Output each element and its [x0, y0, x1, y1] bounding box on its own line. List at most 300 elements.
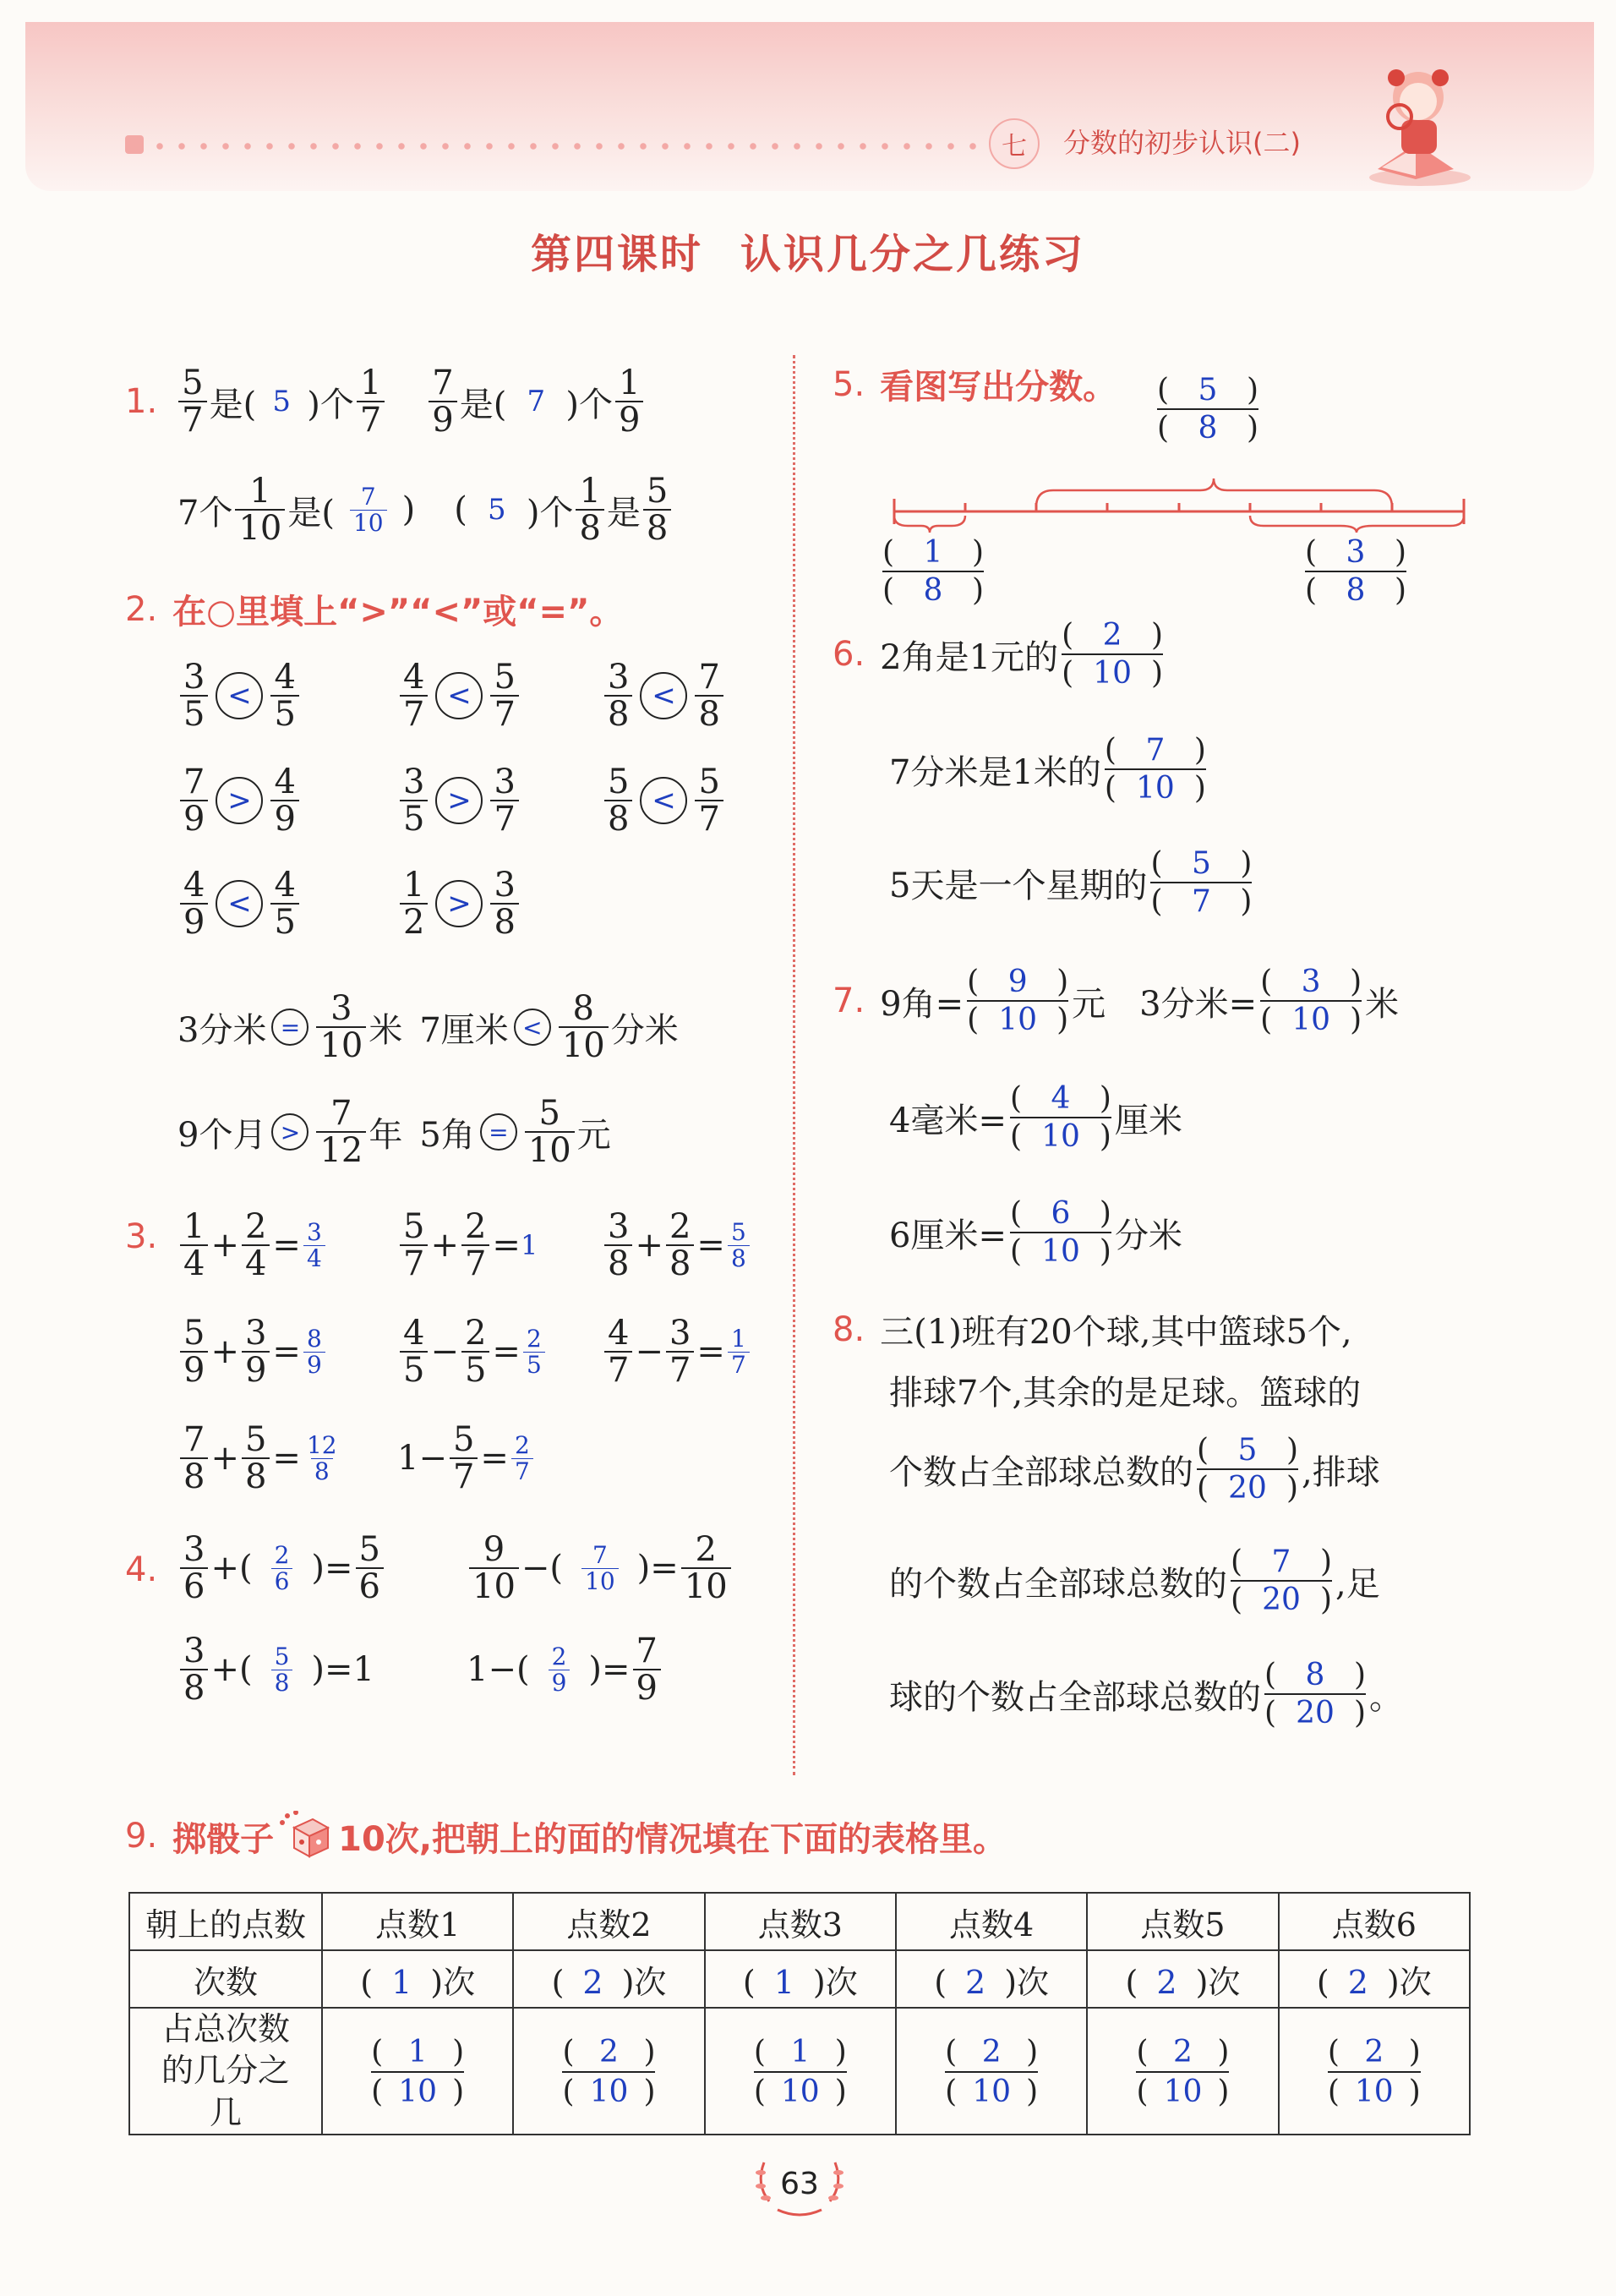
column-header: 点数4	[896, 1893, 1087, 1950]
operator: =	[492, 1332, 521, 1371]
bracket-fraction: ( 4 ) ( 10 )	[1009, 1081, 1111, 1155]
fraction: $\frac{4}{7}$	[400, 659, 428, 732]
q9-title-start: 掷骰子	[172, 1819, 275, 1859]
operator: =	[480, 1439, 509, 1478]
bracket-fraction: ( 3 ) ( 10 )	[1260, 965, 1362, 1038]
lesson-name: 认识几分之几练习	[740, 231, 1086, 278]
fraction: $\frac{4}{7}$	[604, 1315, 632, 1388]
fraction: $\frac{12}{8}$	[306, 1431, 337, 1485]
text: (	[753, 2034, 766, 2069]
fraction: $\frac{7}{9}$	[180, 764, 208, 837]
count-cell	[1087, 1950, 1278, 2008]
text: 7个	[177, 493, 233, 533]
answer: 2	[1364, 2034, 1384, 2069]
fraction: $\frac{5}{6}$	[356, 1532, 384, 1604]
answer: 2	[582, 1963, 603, 2001]
bracket-fraction: ( 7 ) ( 20 )	[1231, 1544, 1332, 1618]
text: (	[562, 2034, 575, 2069]
q1-row-1	[125, 365, 646, 438]
text: (	[562, 2074, 575, 2109]
table-row	[129, 2008, 1470, 2135]
answer: 2	[1173, 2034, 1193, 2069]
count-cell	[705, 1950, 896, 2008]
text: )次	[1386, 1963, 1432, 2001]
text: (	[1136, 2034, 1149, 2069]
text: 9个月	[177, 1115, 267, 1155]
fraction: $\frac{7}{12}$	[316, 1096, 366, 1168]
column-header: 点数3	[705, 1893, 896, 1950]
fraction: $\frac{3}{8}$	[490, 867, 518, 940]
q1-number: 1.	[125, 382, 158, 421]
text: 个数占全部球总数的	[889, 1452, 1193, 1492]
compare-circle: >	[271, 1113, 308, 1151]
operator: =	[492, 1226, 521, 1265]
text: (	[551, 1963, 565, 2001]
operator: )=	[636, 1549, 679, 1588]
text: )	[452, 2074, 465, 2109]
q9-heading	[125, 1811, 1007, 1861]
bracket-fraction	[562, 2033, 655, 2111]
answer: 7	[527, 385, 546, 418]
q8-line-2	[889, 1366, 1361, 1414]
lesson-title	[0, 221, 1616, 280]
text: (	[934, 1963, 947, 2001]
answer: 2	[1156, 1963, 1177, 2001]
column-header: 点数2	[513, 1893, 704, 1950]
compare-circle: <	[435, 672, 483, 719]
text: (	[1327, 2034, 1340, 2069]
chapter-title: 分数的初步认识(二)	[1063, 127, 1301, 159]
equation-item	[602, 1315, 752, 1388]
text: (	[1125, 1963, 1138, 2001]
answer: 10	[780, 2074, 820, 2109]
text: 7厘米	[419, 1010, 509, 1050]
answer: 2	[599, 2034, 619, 2069]
operator: +	[210, 1439, 239, 1478]
q8-number: 8.	[833, 1309, 865, 1349]
compare-item	[602, 764, 726, 837]
dice-results-table	[128, 1892, 1471, 2135]
fraction: $\frac{9}{10}$	[469, 1532, 519, 1604]
q2-number: 2.	[125, 589, 158, 629]
text: )	[1217, 2074, 1230, 2109]
fraction: $\frac{4}{5}$	[270, 659, 298, 732]
text: (	[371, 2074, 384, 2109]
text: )个	[526, 493, 574, 533]
dice-icon	[279, 1811, 333, 1861]
operator: =	[696, 1332, 725, 1371]
fraction: $\frac{1}{4}$	[180, 1209, 208, 1282]
fraction: $\frac{1}{7}$	[357, 365, 385, 438]
equation-item	[397, 1422, 536, 1495]
fraction: $\frac{2}{7}$	[461, 1209, 489, 1282]
compare-item	[177, 764, 302, 837]
answer: 1	[773, 1963, 794, 2001]
fraction: $\frac{5}{8}$	[604, 764, 632, 837]
q2-heading	[125, 585, 623, 633]
text: 的个数占全部球总数的	[889, 1564, 1227, 1604]
fraction: $\frac{1}{9}$	[615, 365, 643, 438]
fraction: $\frac{4}{5}$	[270, 867, 298, 940]
equation-item	[177, 1633, 374, 1706]
fraction: $\frac{1}{10}$	[235, 473, 285, 546]
fraction: $\frac{2}{8}$	[666, 1209, 694, 1282]
q8-line-5	[889, 1657, 1403, 1731]
text: 排球7个,其余的是足球。篮球的	[889, 1374, 1362, 1413]
fraction-cell	[322, 2008, 513, 2135]
text: )次	[621, 1963, 667, 2001]
answer: 2	[981, 2034, 1002, 2069]
q1-row-2	[177, 473, 674, 546]
text: )次	[812, 1963, 858, 2001]
text: )次	[1195, 1963, 1241, 2001]
q8-line-1	[833, 1305, 1352, 1353]
q2-title: 在○里填上“>”“<”或“=”。	[172, 593, 624, 631]
bracket-fraction: ( 3 ) ( 8 )	[1305, 535, 1406, 609]
text: 3分米	[177, 1010, 267, 1050]
text: ,足	[1335, 1564, 1380, 1604]
operator: +	[430, 1226, 459, 1265]
text: (	[1136, 2074, 1149, 2109]
text: )	[834, 2074, 847, 2109]
bracket-fraction: ( 7 ) ( 10 )	[1104, 733, 1206, 806]
row-header: 占总次数的几分之几	[129, 2008, 322, 2135]
text: )	[1217, 2034, 1230, 2069]
fraction: $\frac{2}{10}$	[681, 1532, 731, 1604]
text: 分米	[610, 1010, 679, 1050]
compare-item	[177, 659, 302, 732]
compare-circle: >	[435, 777, 483, 824]
count-cell	[513, 1950, 704, 2008]
compare-circle: >	[435, 880, 483, 927]
text: 1	[352, 1650, 374, 1689]
bracket-fraction: ( 8 ) ( 20 )	[1264, 1658, 1366, 1731]
text: 是(	[287, 493, 335, 533]
operator: +(	[210, 1650, 253, 1689]
answer: 5	[488, 493, 506, 527]
fraction: $\frac{5}{9}$	[180, 1315, 208, 1388]
count-cell	[322, 1950, 513, 2008]
operator: +(	[210, 1549, 253, 1588]
equation-item	[467, 1532, 734, 1604]
q5-number: 5.	[833, 364, 865, 404]
answer: 2	[1347, 1963, 1368, 2001]
bracket-fraction	[754, 2033, 847, 2111]
fraction: $\frac{5}{8}$	[271, 1644, 293, 1695]
compare-circle: <	[216, 672, 263, 719]
answer: 1	[520, 1229, 538, 1261]
fraction: $\frac{3}{7}$	[666, 1315, 694, 1388]
q7-row-2	[889, 1080, 1182, 1155]
text: (	[454, 490, 467, 529]
fraction: $\frac{1}{2}$	[400, 867, 428, 940]
q5-top-answer	[1154, 372, 1262, 446]
q9-title-end: 10次,把朝上的面的情况填在下面的表格里。	[338, 1819, 1007, 1859]
text: 球的个数占全部球总数的	[889, 1677, 1261, 1717]
bracket-fraction: ( 6 ) ( 10 )	[1009, 1196, 1111, 1270]
compare-circle: <	[216, 880, 263, 927]
answer: 2	[965, 1963, 986, 2001]
q3-number: 3.	[125, 1217, 158, 1256]
q4-number: 4.	[125, 1550, 158, 1589]
text: (	[1316, 1963, 1329, 2001]
compare-item	[177, 867, 302, 940]
compare-circle: =	[271, 1009, 308, 1046]
bracket-fraction: ( 9 ) ( 10 )	[967, 965, 1069, 1038]
equation-item	[177, 1422, 343, 1495]
operator: +	[210, 1226, 239, 1265]
answer-fraction: $\frac{7}{10}$	[350, 484, 387, 535]
text: 厘米	[1114, 1101, 1182, 1140]
fraction: $\frac{2}{9}$	[549, 1644, 571, 1695]
answer: 5	[272, 385, 292, 418]
text: )	[1026, 2034, 1039, 2069]
answer: 1	[391, 1963, 412, 2001]
bracket-fraction	[1328, 2033, 1421, 2111]
fraction-cell	[513, 2008, 704, 2135]
compare-circle: <	[514, 1009, 551, 1046]
lesson-label: 第四课时	[530, 231, 703, 278]
equation-item	[177, 1315, 328, 1388]
q6-row-3	[889, 845, 1255, 920]
equation-item	[177, 1209, 328, 1282]
text: 2角是1元的	[880, 637, 1059, 677]
text: (	[753, 2074, 766, 2109]
text: 元	[1072, 984, 1106, 1024]
text: 是(	[209, 385, 257, 424]
compare-item	[397, 764, 521, 837]
text: 9角=	[880, 984, 964, 1024]
text: )	[1408, 2034, 1421, 2069]
q9-number: 9.	[125, 1817, 158, 1856]
q3-number-row	[125, 1217, 157, 1256]
column-header: 点数6	[1279, 1893, 1470, 1950]
fraction: $\frac{5}{8}$	[728, 1220, 750, 1271]
fraction: $\frac{5}{8}$	[242, 1422, 270, 1495]
text: 6厘米=	[889, 1216, 1007, 1255]
row-header: 朝上的点数	[129, 1893, 322, 1950]
fraction: $\frac{8}{9}$	[303, 1326, 325, 1377]
text: 年	[369, 1115, 403, 1155]
fraction: $\frac{1}{7}$	[728, 1326, 750, 1377]
fraction: $\frac{3}{10}$	[316, 991, 366, 1063]
operator: =	[272, 1439, 301, 1478]
girl-reading-illustration	[1352, 51, 1479, 190]
q6-row-2	[889, 732, 1209, 806]
compare-circle: <	[640, 672, 687, 719]
fraction: $\frac{5}{7}$	[400, 1209, 428, 1282]
fraction: $\frac{4}{9}$	[180, 867, 208, 940]
operator: −	[635, 1332, 663, 1371]
compare-item	[397, 867, 521, 940]
text: 米	[1365, 984, 1400, 1024]
q2-units-row-1	[177, 991, 679, 1063]
table-row	[129, 1893, 1470, 1950]
q4-number-row	[125, 1550, 157, 1589]
fraction: $\frac{3}{7}$	[490, 764, 518, 837]
text: 元	[576, 1115, 611, 1155]
text: )个	[307, 385, 354, 424]
answer: 10	[398, 2074, 438, 2109]
fraction: $\frac{7}{8}$	[180, 1422, 208, 1495]
text: 7分米是1米的	[889, 752, 1101, 792]
fraction-cell	[896, 2008, 1087, 2135]
operator: +	[210, 1332, 239, 1371]
fraction: $\frac{5}{7}$	[490, 659, 518, 732]
fraction-cell	[705, 2008, 896, 2135]
equation-item	[467, 1633, 663, 1706]
fraction: $\frac{2}{7}$	[511, 1433, 533, 1484]
answer: 1	[790, 2034, 811, 2069]
column-divider	[793, 355, 795, 1775]
column-header: 点数1	[322, 1893, 513, 1950]
text: (	[742, 1963, 756, 2001]
text: (	[371, 2034, 384, 2069]
compare-circle: >	[216, 777, 263, 824]
fraction: $\frac{3}{4}$	[303, 1220, 325, 1271]
fraction: $\frac{7}{8}$	[695, 659, 723, 732]
q5-right-answer	[1302, 534, 1410, 609]
q8-line-4	[889, 1544, 1380, 1618]
text: )	[643, 2074, 656, 2109]
page-number: 63	[780, 2167, 819, 2201]
fraction-cell	[1087, 2008, 1278, 2135]
text: 1	[467, 1650, 489, 1689]
operator: −	[430, 1332, 459, 1371]
equation-item	[397, 1315, 548, 1388]
text: )	[1408, 2074, 1421, 2109]
text: ,排球	[1302, 1452, 1380, 1492]
operator: −(	[488, 1650, 530, 1689]
operator: =	[272, 1226, 301, 1265]
q5-title: 看图写出分数。	[880, 368, 1117, 407]
q8-line-3	[889, 1432, 1380, 1506]
answer: 10	[972, 2074, 1012, 2109]
fraction: $\frac{2}{5}$	[461, 1315, 489, 1388]
fraction: $\frac{5}{7}$	[450, 1422, 478, 1495]
text: )	[643, 2034, 656, 2069]
text: (	[945, 2074, 958, 2109]
q7-row-1	[833, 964, 1399, 1038]
q7-row-3	[889, 1195, 1182, 1270]
fraction: $\frac{3}{5}$	[180, 659, 208, 732]
bracket-fraction	[945, 2033, 1038, 2111]
bracket-fraction: ( 5 ) ( 7 )	[1150, 846, 1253, 920]
q6-number: 6.	[833, 635, 865, 675]
fraction: $\frac{5}{8}$	[643, 473, 671, 546]
text: 是(	[459, 385, 507, 424]
q5-heading	[833, 360, 1116, 408]
operator: =	[272, 1332, 301, 1371]
fraction: $\frac{3}{8}$	[604, 659, 632, 732]
text: 3分米=	[1139, 984, 1258, 1024]
text: )	[452, 2034, 465, 2069]
text: (	[945, 2034, 958, 2069]
bracket-fraction	[1136, 2033, 1229, 2111]
equation-item	[177, 1532, 386, 1604]
fraction: $\frac{3}{8}$	[180, 1633, 208, 1706]
fraction: $\frac{5}{7}$	[695, 764, 723, 837]
equation-item	[602, 1209, 752, 1282]
text: 分米	[1114, 1216, 1182, 1255]
fraction: $\frac{3}{6}$	[180, 1532, 208, 1604]
text: 米	[369, 1010, 403, 1050]
fraction: $\frac{3}{9}$	[242, 1315, 270, 1388]
operator: −	[418, 1439, 447, 1478]
q5-left-answer	[879, 534, 987, 609]
operator: −(	[521, 1549, 564, 1588]
bracket-fraction: ( 1 ) ( 8 )	[882, 535, 984, 609]
text: 1	[397, 1439, 419, 1478]
header-dots	[127, 142, 989, 150]
answer: 10	[1163, 2074, 1203, 2109]
chapter-number: 七	[1002, 132, 1027, 161]
q6-row-1	[833, 617, 1166, 692]
fraction: $\frac{8}{10}$	[559, 991, 609, 1063]
fraction: $\frac{3}{5}$	[400, 764, 428, 837]
operator: )=	[311, 1549, 353, 1588]
number-line-diagram	[887, 473, 1471, 533]
fraction: $\frac{7}{9}$	[429, 365, 456, 438]
chapter-number-badge	[989, 118, 1040, 169]
count-cell	[896, 1950, 1087, 2008]
column-header: 点数5	[1087, 1893, 1278, 1950]
text: 。	[1369, 1677, 1403, 1717]
operator: +	[635, 1226, 663, 1265]
fraction: $\frac{7}{10}$	[581, 1543, 619, 1594]
answer: 10	[1354, 2074, 1394, 2109]
compare-item	[602, 659, 726, 732]
row-header: 次数	[129, 1950, 322, 2008]
text: 是	[606, 493, 641, 533]
text: (	[1327, 2074, 1340, 2109]
text: 5天是一个星期的	[889, 866, 1148, 905]
bracket-fraction: ( 5 ) ( 8 )	[1157, 373, 1258, 446]
equation-item	[397, 1209, 538, 1282]
text: )	[401, 490, 416, 529]
bracket-fraction	[371, 2033, 464, 2111]
count-cell	[1279, 1950, 1470, 2008]
text: 4毫米=	[889, 1101, 1007, 1140]
text: 5角	[419, 1115, 475, 1155]
q7-number: 7.	[833, 981, 865, 1021]
fraction: $\frac{2}{4}$	[242, 1209, 270, 1282]
fraction: $\frac{4}{5}$	[400, 1315, 428, 1388]
text: )次	[430, 1963, 476, 2001]
fraction: $\frac{5}{7}$	[178, 365, 206, 438]
text: )个	[565, 385, 613, 424]
fraction: $\frac{5}{10}$	[525, 1096, 575, 1168]
bracket-fraction: ( 5 ) ( 20 )	[1197, 1433, 1298, 1506]
fraction: $\frac{2}{6}$	[271, 1543, 293, 1594]
fraction: $\frac{7}{9}$	[633, 1633, 661, 1706]
answer: 1	[407, 2034, 428, 2069]
text: )	[1026, 2074, 1039, 2109]
operator: =	[696, 1226, 725, 1265]
compare-circle: <	[640, 777, 687, 824]
text: 三(1)班有20个球,其中篮球5个,	[880, 1313, 1352, 1352]
operator: )=	[588, 1650, 631, 1689]
compare-circle: =	[480, 1113, 517, 1151]
compare-item	[397, 659, 521, 732]
operator: )=	[311, 1650, 353, 1689]
text: )	[834, 2034, 847, 2069]
q2-units-row-2	[177, 1096, 611, 1168]
fraction: $\frac{1}{8}$	[576, 473, 603, 546]
fraction: $\frac{2}{5}$	[523, 1326, 545, 1377]
text: (	[360, 1963, 374, 2001]
bracket-fraction: ( 2 ) ( 10 )	[1062, 618, 1164, 692]
